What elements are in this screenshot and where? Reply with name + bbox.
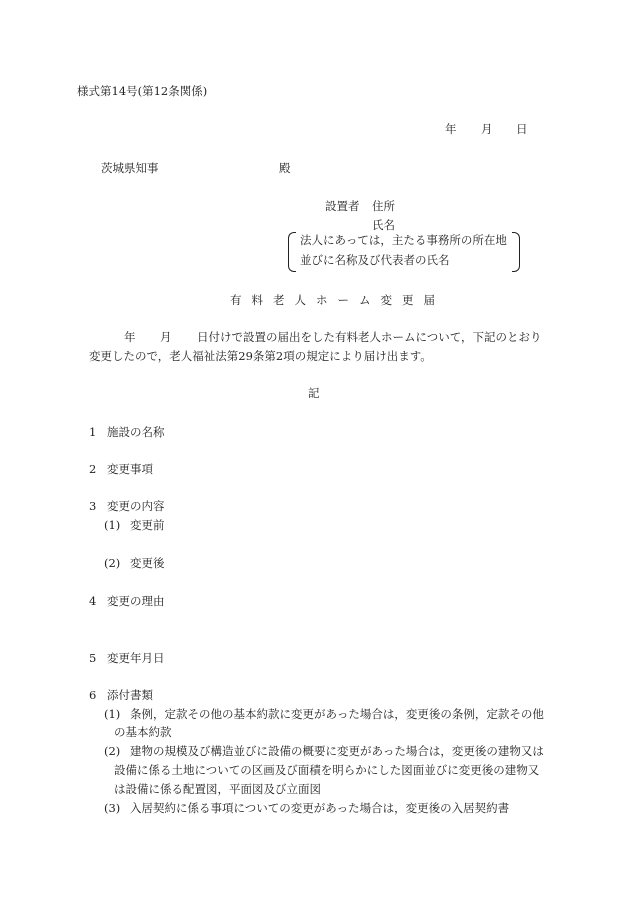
- corporation-note: [288, 232, 520, 270]
- left-bracket: [288, 232, 296, 272]
- addressee-honorific: 殿: [279, 161, 291, 175]
- item-1-number: 1: [89, 425, 97, 439]
- date-year: 年: [445, 122, 457, 136]
- item-3-1-label: 変更前: [130, 518, 165, 532]
- date-day: 日: [516, 122, 528, 136]
- date-month: 月: [481, 122, 493, 136]
- body-line2: 変更したので，老人福祉法第29条第2項の規定により届け出ます。: [89, 349, 432, 363]
- item-3-label: 変更の内容: [107, 499, 165, 513]
- item-5-label: 変更年月日: [107, 651, 165, 665]
- item-3-number: 3: [89, 499, 97, 513]
- item-3-2-label: 変更後: [130, 556, 165, 570]
- body-month: 月: [160, 330, 172, 344]
- applicant-name-label: 氏名: [372, 218, 395, 232]
- attachment-2-line2: 設備に係る土地についての区画及び面積を明らかにした図面並びに変更後の建物又: [114, 763, 540, 777]
- attachment-3-number: (3): [104, 801, 121, 815]
- attachment-2-line1: 建物の規模及び構造並びに設備の概要に変更があった場合は，変更後の建物又は: [130, 744, 544, 758]
- attachment-1-line1: 条例，定款その他の基本約款に変更があった場合は，変更後の条例，定款その他: [130, 707, 544, 721]
- attachment-2-line3: は設備に係る配置図，平面図及び立面図: [114, 782, 321, 796]
- item-5-number: 5: [89, 651, 97, 665]
- item-3-2-number: (2): [104, 556, 121, 570]
- right-bracket: [512, 232, 520, 272]
- item-6-number: 6: [89, 688, 97, 702]
- attachment-1-line2: の基本約款: [114, 725, 172, 739]
- item-2-label: 変更事項: [107, 462, 153, 476]
- item-4-label: 変更の理由: [107, 594, 165, 608]
- applicant-address-label: 住所: [372, 199, 395, 213]
- applicant-label: 設置者: [325, 199, 360, 213]
- form-number: 様式第14号(第12条関係): [77, 84, 208, 98]
- corporation-note-line1: 法人にあっては，主たる事務所の所在地: [300, 233, 507, 247]
- item-3-1-number: (1): [104, 518, 121, 532]
- body-year: 年: [124, 330, 136, 344]
- attachment-1-number: (1): [104, 707, 121, 721]
- attachment-3-line1: 入居契約に係る事項についての変更があった場合は，変更後の入居契約書: [130, 801, 510, 815]
- document-title: 有料老人ホーム変更届: [230, 293, 445, 307]
- attachment-2-number: (2): [104, 744, 121, 758]
- item-4-number: 4: [89, 594, 97, 608]
- corporation-note-line2: 並びに名称及び代表者の氏名: [300, 253, 450, 267]
- addressee-name: 茨城県知事: [101, 161, 159, 175]
- item-1-label: 施設の名称: [107, 425, 165, 439]
- item-2-number: 2: [89, 462, 97, 476]
- item-6-label: 添付書類: [107, 688, 153, 702]
- ki-heading: 記: [308, 386, 320, 400]
- body-line1: 日付けで設置の届出をした有料老人ホームについて，下記のとおり: [197, 330, 542, 344]
